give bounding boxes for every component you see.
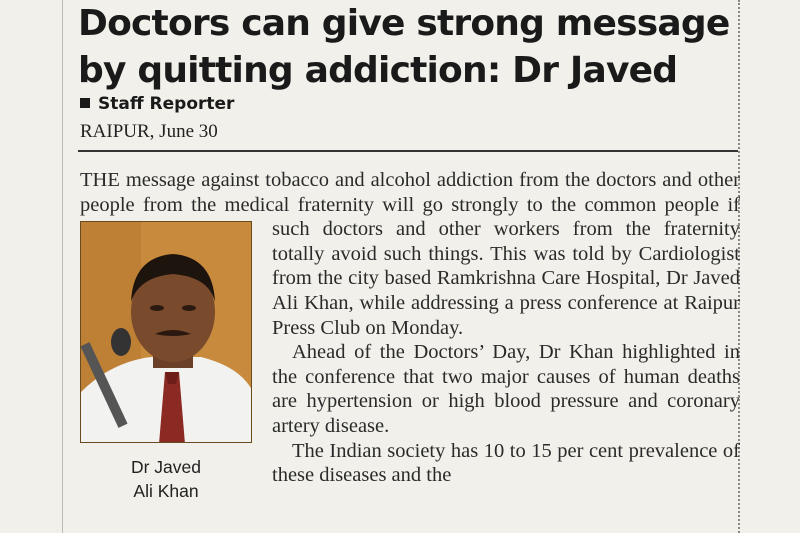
photo-block xyxy=(80,221,260,516)
photo-caption-line2: Ali Khan xyxy=(133,481,199,502)
paragraph-1-lead: THE message against tobacco and alcohol addiction from the doctors and other people from the medical fraternity will go strongly to the common people if xyxy=(80,169,740,216)
article-headline: Doctors can give strong message by quitting addiction: Dr Javed xyxy=(78,3,730,91)
header-rule xyxy=(78,150,738,152)
article-body xyxy=(80,168,740,516)
bullet-square-icon xyxy=(80,98,90,108)
dateline: RAIPUR, June 30 xyxy=(80,121,218,142)
photo-caption-line1: Dr Javed xyxy=(130,457,202,478)
byline-text: Staff Reporter xyxy=(98,94,235,114)
portrait-photo xyxy=(80,221,252,443)
portrait-illustration xyxy=(81,222,252,443)
byline xyxy=(80,94,234,114)
paragraph-2: Ahead of the Doctors’ Day, Dr Khan highlighted in the conference that two major causes of human deaths are hypertension or high blood pressure and coronary artery disease. xyxy=(272,341,740,437)
paragraph-1: such doctors and other workers from the fraternity totally avoid such things. This was told by Cardiologist from the city based Ramkrishna Care Hospital, Dr Javed Ali Khan, while addressing a press conference at Raipur Press Club on Monday. xyxy=(272,218,740,339)
column-divider-left xyxy=(62,0,63,533)
photo-caption xyxy=(80,455,252,503)
paragraph-3: The Indian society has 10 to 15 per cent prevalence of these diseases and the xyxy=(272,439,740,487)
